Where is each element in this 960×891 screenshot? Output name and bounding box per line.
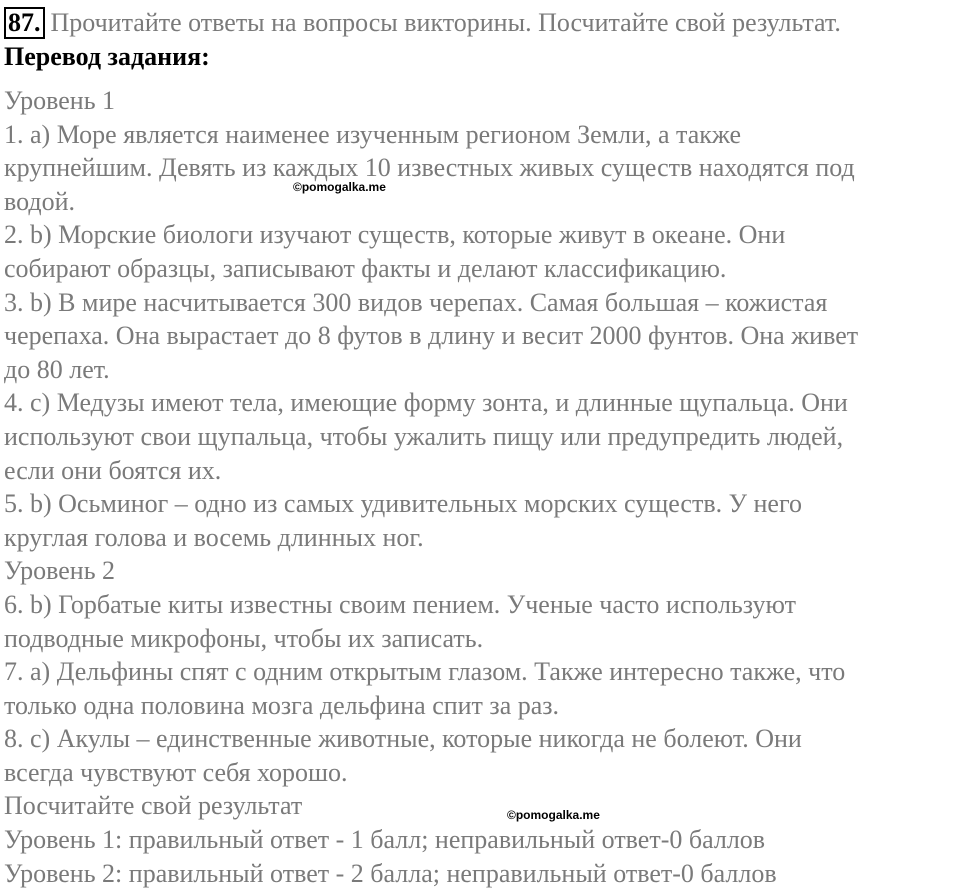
text-line: 2. b) Морские биологи изучают существ, которые живут в океане. Они <box>4 220 786 250</box>
text-line: всегда чувствуют себя хорошо. <box>4 757 348 787</box>
text-line: 7. a) Дельфины спят с одним открытым глазом. Также интересно также, что <box>4 657 846 687</box>
text-line: до 80 лет. <box>4 354 110 384</box>
text-line: 8. c) Акулы – единственные животные, которые никогда не болеют. Они <box>4 724 802 754</box>
text-line-score-heading: Посчитайте свой результат <box>4 791 303 821</box>
text-line: подводные микрофоны, чтобы их записать. <box>4 623 484 653</box>
text-line-level-2-heading: Уровень 2 <box>4 556 116 586</box>
translation-heading: Перевод задания: <box>4 42 210 71</box>
text-line: черепаха. Она вырастает до 8 футов в длину и весит 2000 фунтов. Она живет <box>4 321 859 351</box>
text-line: круглая голова и восемь длинных ног. <box>4 522 424 552</box>
text-line: 4. c) Медузы имеют тела, имеющие форму зонта, и длинные щупальца. Они <box>4 388 848 418</box>
watermark: ©pomogalka.me <box>507 808 600 822</box>
text-line: собирают образцы, записывают факты и делают классификацию. <box>4 253 727 283</box>
text-line-score-level-2: Уровень 2: правильный ответ - 2 балла; неправильный ответ-0 баллов <box>4 858 777 888</box>
task-instruction: Прочитайте ответы на вопросы викторины. Посчитайте свой результат. <box>50 8 841 37</box>
text-line: крупнейшим. Девять из каждых 10 известных живых существ находятся под <box>4 153 855 183</box>
text-line-score-level-1: Уровень 1: правильный ответ - 1 балл; неправильный ответ-0 баллов <box>4 825 766 855</box>
text-line: только одна половина мозга дельфина спит за раз. <box>4 690 560 720</box>
text-line: 3. b) В мире насчитывается 300 видов черепах. Самая большая – кожистая <box>4 287 828 317</box>
text-line: 5. b) Осьминог – одно из самых удивительных морских существ. У него <box>4 489 802 519</box>
text-line: водой. <box>4 186 75 216</box>
text-line: используют свои щупальца, чтобы ужалить пищу или предупредить людей, <box>4 421 844 451</box>
text-line-level-1-heading: Уровень 1 <box>4 86 116 115</box>
quiz-answers-text <box>4 84 960 890</box>
text-line: если они боятся их. <box>4 455 222 485</box>
watermark: ©pomogalka.me <box>293 180 386 194</box>
text-line: 1. a) Море является наименее изученным регионом Земли, а также <box>4 119 742 149</box>
task-header <box>4 6 841 40</box>
text-line: 6. b) Горбатые киты известны своим пением. Ученые часто используют <box>4 589 796 619</box>
task-number-box: 87. <box>4 7 45 39</box>
